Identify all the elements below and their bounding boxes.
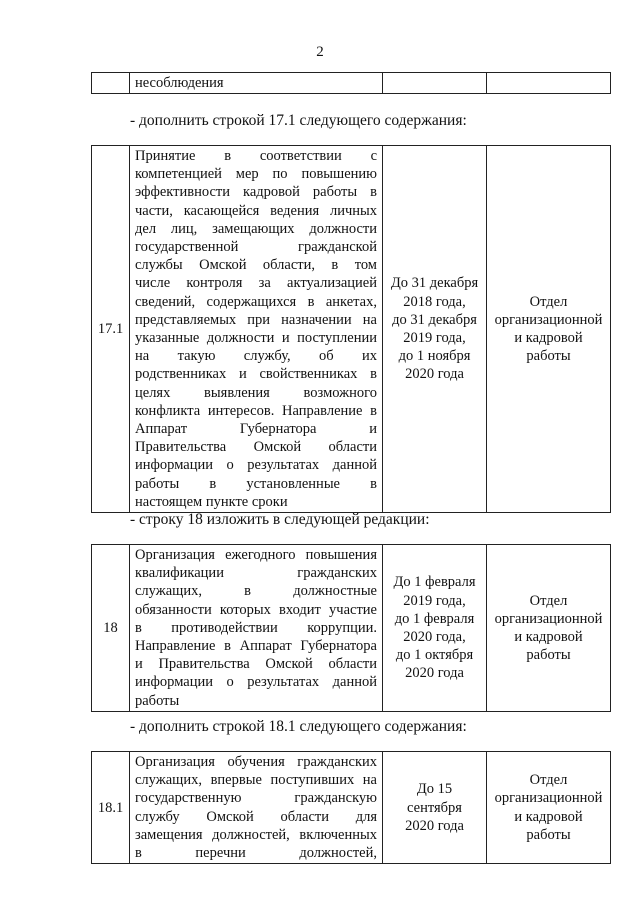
dept-line: Отдел [529,592,568,609]
row-number-cell: 18.1 [92,752,130,864]
text-line: настоящем пункте сроки [135,493,288,510]
row-text [135,147,377,511]
text-line: Направление в Аппарат Губернатора [135,638,377,655]
row-dept-cell [487,73,611,94]
row-text [135,546,377,710]
dept-line: работы [526,826,571,843]
table-row [92,752,611,864]
table-row-17-1 [91,145,611,513]
row-number-cell [92,73,130,94]
intro-row-17-1: - дополнить строкой 17.1 следующего содержания: [130,112,467,129]
text-line: информации о результатах данной [135,457,377,474]
row-text [135,753,377,862]
dept-line: и кадровой [514,330,583,347]
text-line: числе контроля за актуализацией [135,275,377,292]
text-line: целях выявления возможного [135,384,377,401]
dept-line: организационной [494,790,603,807]
text-line: Организация ежегодного повышения [135,547,377,563]
text-line: конфликта интересов. Направление в [135,402,377,419]
deadline-line: до 1 октября [395,647,474,664]
text-line: эффективности кадровой работы в [135,184,377,201]
dept-line: работы [526,348,571,365]
text-line: и Правительства Омской области [135,656,377,673]
text-line: указанные должности и поступлении [135,330,377,347]
text-line: работы в установленные в [135,475,377,492]
row-text-cell [130,545,383,712]
deadline-line: 2019 года, [403,592,466,609]
row-number-cell: 17.1 [92,146,130,513]
text-line: Правительства Омской области [135,439,377,456]
text-line: служащих, впервые поступивших на [135,772,377,789]
text-line: части, касающейся ведения личных [135,202,377,219]
table-row-18 [91,544,611,712]
row-dept [492,771,605,844]
deadline-line: сентября [407,799,462,816]
table-fragment-top [91,72,611,94]
deadline-line: 2020 года [405,817,464,834]
text-line: представляемых при назначении на [135,311,377,328]
text-line: обязанности которых входит участие [135,601,377,618]
deadline-line: До 15 [416,781,453,798]
deadline-line: до 31 декабря [392,311,477,328]
dept-line: организационной [494,610,603,627]
dept-line: организационной [494,311,603,328]
text-line: Организация обучения гражданских [135,754,377,770]
table-row [92,73,611,94]
text-line: работы [135,692,180,709]
deadline-line: 2018 года, [403,293,466,310]
row-deadline [388,573,481,682]
text-line: государственную гражданскую [135,790,377,807]
row-dept-cell [487,752,611,864]
table-row-18-1 [91,751,611,864]
row-deadline [388,780,481,835]
table-row [92,146,611,513]
text-line: Принятие в соответствии с [135,148,377,164]
row-text-cell [130,146,383,513]
deadline-line: 2020 года, [403,628,466,645]
deadline-line: До 31 декабря [390,275,479,292]
page-number: 2 [316,44,324,60]
dept-line: Отдел [529,772,568,789]
row-text-cell [130,752,383,864]
text-line: дел лиц, замещающих должности [135,220,377,237]
text-line: информации о результатах данной [135,674,377,691]
deadline-line: До 1 февраля [393,574,476,591]
row-text-cell: несоблюдения [130,73,383,94]
intro-row-18: - строку 18 изложить в следующей редакции: [130,511,430,528]
text-line: родственниках и свойственниках в [135,366,377,383]
row-dept-cell [487,545,611,712]
text-line: сведений, содержащихся в анкетах, [135,293,377,310]
row-dept-cell [487,146,611,513]
deadline-line: 2020 года [405,366,464,383]
text-line: в противодействии коррупции. [135,619,377,636]
text-line: государственной гражданской [135,239,377,256]
deadline-line: 2020 года [405,665,464,682]
text-line: службу Омской области для [135,808,377,825]
dept-line: Отдел [529,293,568,310]
row-deadline-cell [383,545,487,712]
dept-line: и кадровой [514,808,583,825]
row-deadline-cell [383,73,487,94]
row-deadline-cell [383,752,487,864]
intro-row-18-1: - дополнить строкой 18.1 следующего содержания: [130,718,467,735]
deadline-line: до 1 февраля [394,610,475,627]
text-line: в перечни должностей, [135,845,377,862]
deadline-line: до 1 ноября [398,348,471,365]
dept-line: и кадровой [514,628,583,645]
text-line: квалификации гражданских [135,565,377,582]
deadline-line: 2019 года, [403,330,466,347]
row-dept [492,293,605,366]
text-line: служащих, в должностные [135,583,377,600]
row-deadline [388,274,481,383]
row-deadline-cell [383,146,487,513]
text-line: замещения должностей, включенных [135,826,377,843]
dept-line: работы [526,647,571,664]
table-row [92,545,611,712]
text-line: на такую службу, об их [135,348,377,365]
row-number-cell: 18 [92,545,130,712]
text-line: службы Омской области, в том [135,257,377,274]
row-dept [492,592,605,665]
text-line: Аппарат Губернатора и [135,421,377,438]
text-line: компетенцией мер по повышению [135,166,377,183]
